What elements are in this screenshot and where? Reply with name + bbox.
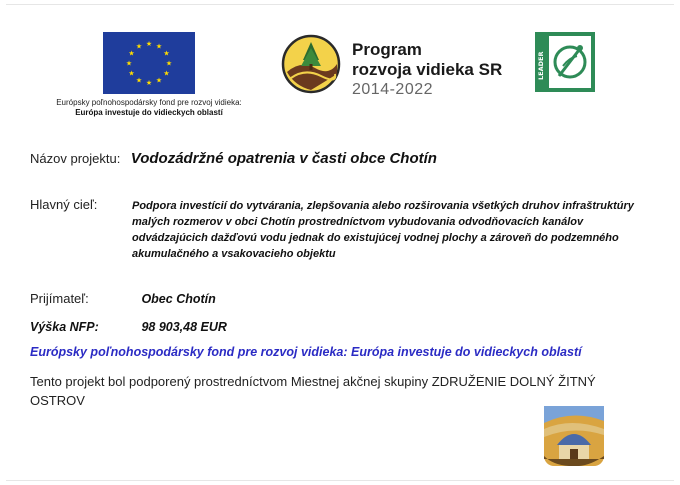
- goal-label: Hlavný cieľ:: [30, 197, 98, 212]
- svg-text:★: ★: [128, 69, 135, 78]
- program-title-block: [352, 40, 502, 99]
- project-name-label: Názov projektu:: [30, 151, 121, 166]
- nfp-row: [30, 318, 227, 336]
- recipient-row: [30, 290, 216, 308]
- program-years: 2014-2022: [352, 81, 434, 98]
- program-rozvoja-vidieka-icon: [281, 34, 341, 94]
- svg-text:★: ★: [163, 69, 170, 78]
- project-name-row: [30, 150, 437, 168]
- svg-text:★: ★: [125, 59, 133, 68]
- eu-caption-line2: Európa investuje do vidieckych oblastí: [75, 108, 223, 117]
- svg-text:LEADER: LEADER: [537, 51, 545, 80]
- svg-text:★: ★: [165, 59, 173, 68]
- program-title-line1: Program: [352, 40, 422, 59]
- eafrd-statement: Európsky poľnohospodársky fond pre rozvoj vidieka: Európa investuje do vidieckych oblastí: [30, 345, 582, 359]
- svg-text:★: ★: [145, 40, 153, 48]
- svg-text:★: ★: [163, 49, 170, 58]
- goal-label-row: [30, 196, 97, 214]
- svg-text:★: ★: [145, 79, 153, 87]
- recipient-value: Obec Chotín: [141, 292, 216, 306]
- leader-logo-icon: [535, 32, 595, 92]
- svg-text:★: ★: [135, 42, 143, 51]
- recipient-label: Prijímateľ:: [30, 291, 89, 306]
- nfp-value: 98 903,48 EUR: [141, 320, 227, 334]
- support-statement: Tento projekt bol podporený prostredníctvom Miestnej akčnej skupiny ZDRUŽENIE DOLNÝ ŽITNÝ OSTROV: [30, 374, 596, 408]
- goal-value: Podpora investícií do vytvárania, zlepšovania alebo rozširovania všetkých druhov infraštruktúry malých rozmerov v obci Chotín prostredníctvom vybudovania odvodňovacích kanálov odvádzajúcich dažďovú vodu jednak do existujúcej vodnej plochy a zároveň do podzemného akumulačného a vsakovacieho objektu: [132, 200, 634, 260]
- nfp-label: Výška NFP:: [30, 320, 99, 334]
- svg-text:★: ★: [135, 76, 143, 85]
- project-name-value: Vodozádržné opatrenia v časti obce Chotín: [130, 150, 437, 167]
- svg-text:★: ★: [155, 42, 163, 51]
- program-title-line2: rozvoja vidieka SR: [352, 60, 503, 79]
- eu-flag-icon: [103, 32, 195, 94]
- svg-text:★: ★: [155, 76, 163, 85]
- eu-logo-block: [24, 32, 274, 118]
- svg-text:★: ★: [128, 49, 135, 58]
- eu-caption-line1: Európsky poľnohospodársky fond pre rozvoj vidieka:: [56, 98, 242, 107]
- mas-logo-icon: [543, 405, 605, 467]
